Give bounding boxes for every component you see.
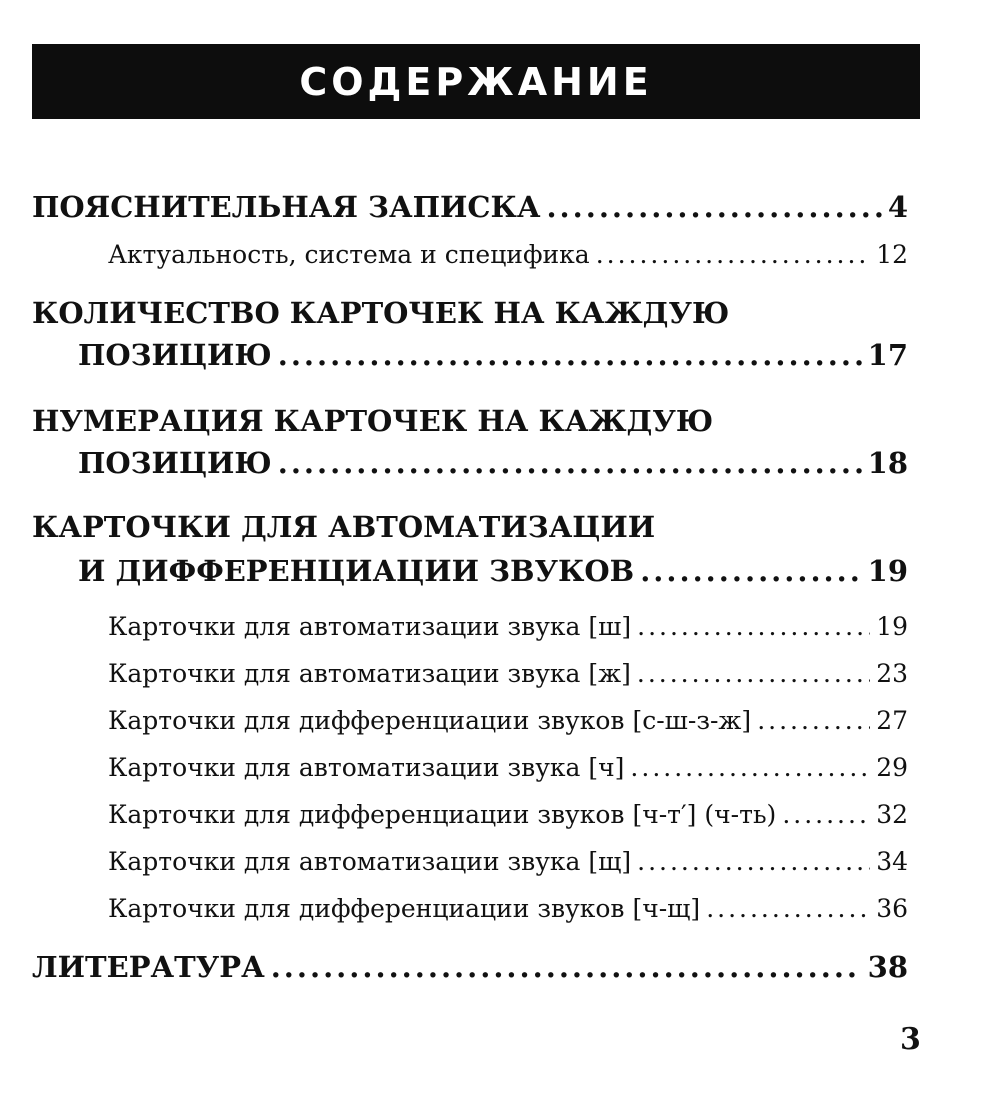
dot-leader	[596, 240, 870, 269]
toc-entry-label: ПОЗИЦИЮ	[78, 338, 272, 372]
toc-entry-page: 27	[876, 706, 908, 735]
toc-entry-count-cards-line1: КОЛИЧЕСТВО КАРТОЧЕК НА КАЖДУЮ	[32, 296, 730, 330]
toc-entry-relevance[interactable]	[108, 240, 908, 269]
toc-entry-page: 19	[867, 554, 908, 588]
toc-entry-numbering-cards[interactable]	[78, 446, 908, 480]
toc-entry-page: 12	[876, 240, 908, 269]
toc-entry-label: Карточки для автоматизации звука [ч]	[108, 753, 625, 782]
dot-leader	[630, 753, 870, 782]
dot-leader	[706, 894, 870, 923]
toc-entry-numbering-cards-line1: НУМЕРАЦИЯ КАРТОЧЕК НА КАЖДУЮ	[32, 404, 714, 438]
dot-leader	[640, 554, 861, 588]
toc-entry-page: 38	[867, 950, 908, 984]
toc-entry-page: 4	[887, 190, 908, 224]
toc-subentry-ch[interactable]	[108, 753, 908, 782]
toc-entry-page: 36	[876, 894, 908, 923]
toc-entry-count-cards[interactable]	[78, 338, 908, 372]
toc-entry-label: Карточки для дифференциации звуков [ч-т′] (ч-ть)	[108, 800, 777, 829]
toc-entry-label: Карточки для автоматизации звука [ш]	[108, 612, 632, 641]
toc-entry-automation-cards-line1: КАРТОЧКИ ДЛЯ АВТОМАТИЗАЦИИ	[32, 510, 656, 544]
dot-leader	[278, 446, 862, 480]
toc-entry-label: Карточки для автоматизации звука [ж]	[108, 659, 631, 688]
dot-leader	[637, 612, 870, 641]
dot-leader	[782, 800, 870, 829]
dot-leader	[637, 847, 870, 876]
title-banner	[32, 44, 920, 119]
toc-entry-page: 29	[876, 753, 908, 782]
toc-entry-literature[interactable]	[32, 950, 908, 984]
toc-subentry-shch[interactable]	[108, 847, 908, 876]
toc-subentry-ch-shch[interactable]	[108, 894, 908, 923]
dot-leader	[278, 338, 862, 372]
toc-entry-page: 23	[876, 659, 908, 688]
toc-subentry-sh[interactable]	[108, 612, 908, 641]
toc-entry-label: Карточки для автоматизации звука [щ]	[108, 847, 632, 876]
dot-leader	[271, 950, 862, 984]
toc-entry-explanatory-note[interactable]	[32, 190, 908, 224]
page-title: СОДЕРЖАНИЕ	[299, 59, 653, 104]
toc-subentry-ch-t[interactable]	[108, 800, 908, 829]
toc-entry-label: ПОЗИЦИЮ	[78, 446, 272, 480]
toc-entry-page: 19	[876, 612, 908, 641]
toc-entry-label: ПОЯСНИТЕЛЬНАЯ ЗАПИСКА	[32, 190, 541, 224]
toc-entry-label: Карточки для дифференциации звуков [ч-щ]	[108, 894, 701, 923]
toc-entry-page: 34	[876, 847, 908, 876]
dot-leader	[546, 190, 881, 224]
toc-subentry-s-sh-z-zh[interactable]	[108, 706, 908, 735]
toc-entry-label: И ДИФФЕРЕНЦИАЦИИ ЗВУКОВ	[78, 554, 635, 588]
toc-entry-label: Карточки для дифференциации звуков [с-ш-з-ж]	[108, 706, 752, 735]
toc-entry-label: ЛИТЕРАТУРА	[32, 950, 265, 984]
toc-entry-label: Актуальность, система и специфика	[108, 240, 590, 269]
dot-leader	[637, 659, 870, 688]
toc-entry-page: 32	[876, 800, 908, 829]
toc-entry-page: 18	[867, 446, 908, 480]
dot-leader	[757, 706, 870, 735]
page-number: 3	[900, 1022, 921, 1057]
toc-entry-automation-cards[interactable]	[78, 554, 908, 588]
toc-subentry-zh[interactable]	[108, 659, 908, 688]
toc-entry-page: 17	[867, 338, 908, 372]
